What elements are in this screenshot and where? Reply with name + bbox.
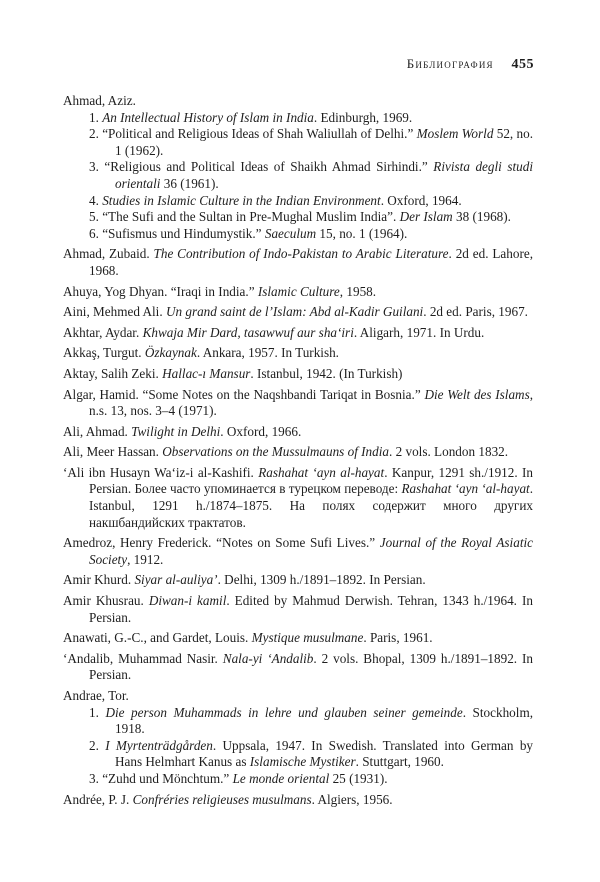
bib-entry: [63, 246, 533, 279]
entry-text: , 1958.: [339, 283, 377, 299]
entry-text: 4.: [89, 192, 103, 208]
bib-entry: [63, 387, 533, 420]
work-title: Saeculum: [264, 225, 317, 241]
entry-text: 38 (1968).: [452, 209, 511, 225]
work-title: I Myrtenträdgården: [105, 737, 213, 753]
entry-text: . Aligarh, 1971. In Urdu.: [353, 324, 485, 340]
bib-subentry: [63, 738, 533, 771]
entry-text: . Oxford, 1964.: [380, 192, 462, 208]
bib-entry: [63, 572, 533, 589]
entry-text: 2.: [89, 737, 106, 753]
work-title: Der Islam: [399, 209, 453, 225]
entry-text: . Kanpur, 1291 sh./1912. In Persian. Более часто упоминается в турецком переводе:: [89, 464, 533, 497]
work-title: Die Welt des Islams: [424, 386, 530, 402]
work-title: Confréries religieuses musulmans: [132, 791, 312, 807]
work-title: Un grand saint de l’Islam: Abd al-Kadir Guilani: [165, 304, 424, 320]
bib-entry: [63, 424, 533, 441]
entry-text: . Algiers, 1956.: [311, 791, 393, 807]
entry-text: , n.s. 13, nos. 3–4 (1971).: [89, 386, 534, 419]
bib-entry: [63, 366, 533, 383]
entry-text: . Stockholm, 1918.: [115, 704, 533, 737]
bib-entry: [63, 345, 533, 362]
work-title: The Contribution of Indo-Pakistan to Arabic Literature: [153, 246, 449, 262]
entry-text: Amir Khusrau.: [63, 593, 149, 609]
entry-text: . 2 vols. London 1832.: [389, 444, 509, 460]
work-title: Die person Muhammads in lehre und glauben seiner gemeinde: [105, 704, 463, 720]
entry-text: Akhtar, Aydar.: [63, 324, 143, 340]
bib-subentry: [63, 226, 533, 243]
entry-text: Algar, Hamid. “Some Notes on the Naqshbandi Tariqat in Bosnia.”: [63, 386, 425, 402]
bib-subentry: [63, 771, 533, 788]
work-title: Rivista degli studi orientali: [115, 159, 533, 191]
bib-entry: [63, 792, 533, 809]
work-title: Özkaynak: [144, 345, 197, 361]
work-title: An Intellectual History of Islam in India: [102, 109, 314, 125]
work-title: Observations on the Mussulmauns of India: [162, 444, 389, 460]
bib-subentry: [63, 209, 533, 226]
entry-text: Anawati, G.-C., and Gardet, Louis.: [63, 630, 252, 646]
entry-text: Aktay, Salih Zeki.: [63, 365, 163, 381]
work-title: Islamic Culture: [257, 283, 340, 299]
work-title: Hallac-ı Mansur: [162, 365, 251, 381]
entry-text: Ali, Ahmad.: [63, 423, 132, 439]
entry-text: 52, no. 1 (1962).: [115, 126, 533, 158]
entry-text: 2. “Political and Religious Ideas of Shah Waliullah of Delhi.”: [89, 126, 417, 142]
entry-text: Ahmad, Zubaid.: [63, 246, 154, 262]
bib-entry: [63, 535, 533, 568]
work-title: Diwan-i kamil: [148, 593, 227, 609]
bib-entry: [63, 630, 533, 647]
bib-entry: [63, 465, 533, 531]
work-title: Journal of the Royal Asiatic Society: [89, 535, 533, 567]
entry-text: . Ankara, 1957. In Turkish.: [196, 345, 339, 361]
entry-text: ‘Ali ibn Husayn Wa‘iz-i al-Kashifi.: [63, 464, 259, 480]
entry-text: . Paris, 1961.: [363, 630, 433, 646]
running-head: [407, 56, 534, 73]
entry-text: Ali, Meer Hassan.: [63, 444, 163, 460]
bib-subentries: [63, 110, 533, 243]
work-title: Khwaja Mir Dard, tasawwuf aur sha‘iri: [142, 324, 354, 340]
work-title: Studies in Islamic Culture in the Indian Environment: [102, 192, 381, 208]
running-head-title: Библиография: [406, 56, 494, 71]
entry-text: . Istanbul, 1942. (In Turkish): [250, 365, 403, 381]
work-title: Le monde oriental: [232, 770, 330, 786]
bib-entry: [63, 444, 533, 461]
entry-text: 1.: [89, 704, 106, 720]
entry-text: . 2 vols. Bhopal, 1309 h./1891–1892. In Persian.: [89, 650, 533, 683]
entry-text: . 2d ed. Lahore, 1968.: [89, 246, 533, 278]
entry-text: ‘Andalib, Muhammad Nasir.: [63, 650, 223, 666]
bib-entry: [63, 284, 533, 301]
entry-text: , 1912.: [127, 551, 164, 567]
entry-text: . Istanbul, 1291 h./1874–1875. На полях содержит много других накшбандийских трактатов.: [89, 481, 534, 530]
entry-text: 25 (1931).: [329, 770, 388, 786]
work-title: Moslem World: [416, 126, 494, 142]
entry-text: Ahuya, Yog Dhyan. “Iraqi in India.”: [63, 283, 258, 299]
bib-subentry: [63, 110, 533, 127]
work-title: Twilight in Delhi: [131, 423, 221, 439]
bib-subentry: [63, 126, 533, 159]
bib-entry: [63, 651, 533, 684]
work-title: Islamische Mystiker: [249, 754, 356, 770]
work-title: Siyar al-auliya’: [134, 572, 218, 588]
entry-text: . Stuttgart, 1960.: [355, 754, 444, 770]
work-title: Nala-yi ‘Andalib: [222, 650, 314, 666]
entry-text: 36 (1961).: [160, 175, 219, 191]
work-title: Rashahat ‘ayn ‘al-hayat: [401, 481, 530, 497]
entry-text: . Edited by Mahmud Derwish. Tehran, 1343 h./1964. In Persian.: [89, 593, 533, 625]
entry-text: . Edinburgh, 1969.: [313, 109, 413, 125]
bib-entry: [63, 593, 533, 626]
bib-subentries: [63, 705, 533, 788]
entry-text: Akkaş, Turgut.: [63, 345, 145, 361]
bib-subentry: [63, 159, 533, 192]
bib-entry-author: Andrae, Tor.: [63, 688, 129, 703]
work-title: Mystique musulmane: [251, 630, 364, 646]
entry-text: . 2d ed. Paris, 1967.: [423, 304, 528, 320]
entry-text: 3. “Religious and Political Ideas of Shaikh Ahmad Sirhindi.”: [89, 159, 434, 175]
entry-text: 5. “The Sufi and the Sultan in Pre-Mughal Muslim India”.: [89, 209, 400, 225]
entry-text: 6. “Sufismus und Hindumystik.”: [89, 225, 265, 241]
entry-text: Amedroz, Henry Frederick. “Notes on Some Sufi Lives.”: [63, 535, 380, 551]
entry-text: . Oxford, 1966.: [220, 423, 302, 439]
entry-text: Amir Khurd.: [63, 572, 135, 588]
entry-text: 15, no. 1 (1964).: [316, 225, 408, 241]
bibliography-list: [63, 93, 533, 812]
entry-text: Andrée, P. J.: [63, 791, 133, 807]
entry-text: . Uppsala, 1947. In Swedish. Translated into German by Hans Helmhart Kanus as: [115, 737, 534, 770]
bib-entry: [63, 304, 533, 321]
entry-text: Aini, Mehmed Ali.: [63, 304, 166, 320]
page-number: 455: [511, 57, 534, 72]
entry-text: . Delhi, 1309 h./1891–1892. In Persian.: [217, 572, 426, 588]
bib-subentry: [63, 193, 533, 210]
bib-entry: [63, 325, 533, 342]
entry-text: 3. “Zuhd und Mönchtum.”: [89, 770, 233, 786]
bib-subentry: [63, 705, 533, 738]
work-title: Rashahat ‘ayn al-hayat: [258, 464, 385, 480]
bib-entry-author: Ahmad, Aziz.: [63, 93, 136, 108]
entry-text: 1.: [89, 109, 103, 125]
